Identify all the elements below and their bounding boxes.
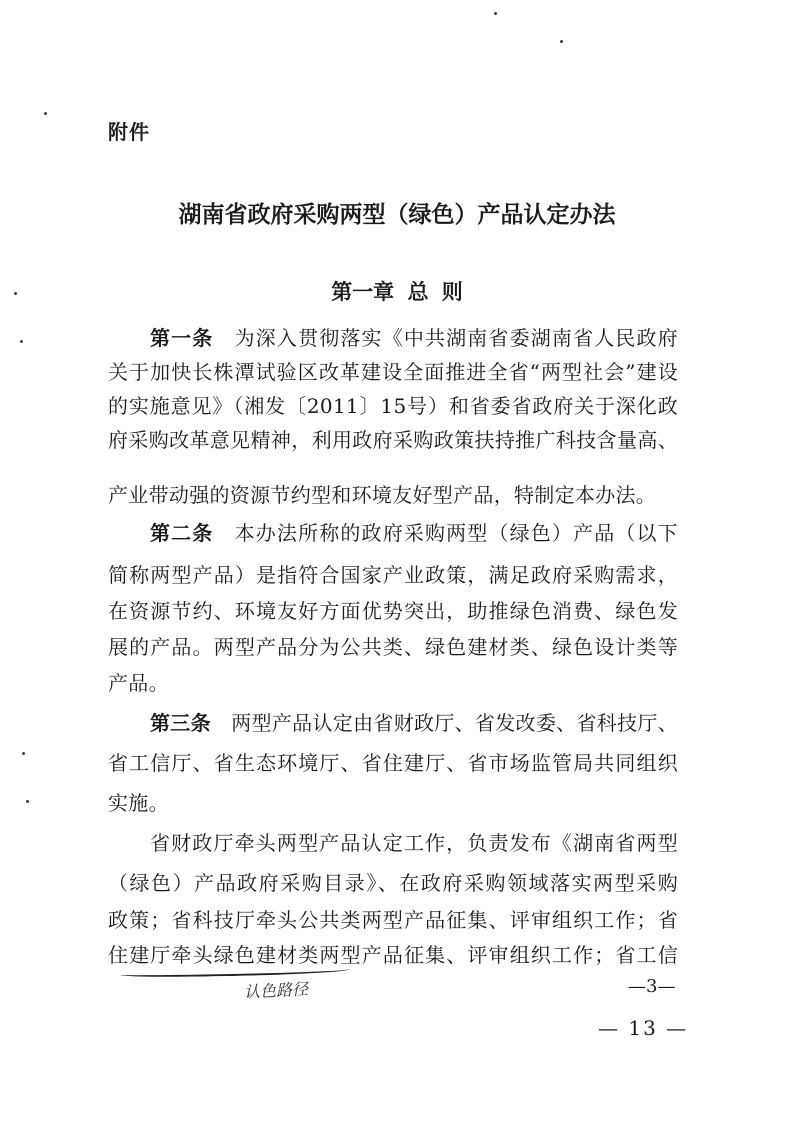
scan-speck <box>22 752 25 755</box>
body-line: 产业带动强的资源节约型和环境友好型产品，特制定本办法。 <box>108 483 657 507</box>
body-line: 实施。 <box>108 791 169 815</box>
body-line: 省工信厅、省生态环境厅、省住建厅、省市场监管局共同组织 <box>108 751 678 775</box>
handwritten-note: 认色路径 <box>243 979 309 1002</box>
body-line: 省财政厅牵头两型产品认定工作，负责发布《湖南省两型 <box>150 831 678 855</box>
attachment-label: 附件 <box>108 120 150 144</box>
article-number: 第二条 <box>150 521 214 545</box>
body-line: 关于加快长株潭试验区改革建设全面推进全省“两型社会”建设 <box>108 360 678 384</box>
scan-speck <box>494 12 497 15</box>
body-line: 政策；省科技厅牵头公共类两型产品征集、评审组织工作；省 <box>108 908 678 932</box>
outer-page-number: — 13 — <box>598 1016 689 1040</box>
article-line: 第三条 两型产品认定由省财政厅、省发改委、省科技厅、 <box>150 711 678 735</box>
article-line: 第二条 本办法所称的政府采购两型（绿色）产品（以下 <box>150 521 678 545</box>
body-line: 展的产品。两型产品分为公共类、绿色建材类、绿色设计类等 <box>108 635 678 659</box>
body-line: （绿色）产品政府采购目录》、在政府采购领域落实两型采购 <box>108 871 678 895</box>
document-title: 湖南省政府采购两型（绿色）产品认定办法 <box>178 201 616 228</box>
body-line: 的实施意见》（湘发〔2011〕15号）和省委省政府关于深化政 <box>108 394 678 418</box>
article-number: 第一条 <box>150 326 214 350</box>
scan-speck <box>560 40 563 43</box>
body-line: 简称两型产品）是指符合国家产业政策，满足政府采购需求， <box>108 563 678 587</box>
chapter-heading: 第一章 总 则 <box>331 279 463 304</box>
body-line: 住建厅牵头绿色建材类两型产品征集、评审组织工作；省工信 <box>108 943 678 967</box>
article-line: 第一条 为深入贯彻落实《中共湖南省委湖南省人民政府 <box>150 326 678 350</box>
body-line: 在资源节约、环境友好方面优势突出，助推绿色消费、绿色发 <box>108 599 678 623</box>
scan-speck <box>44 112 47 115</box>
scan-speck <box>26 800 29 803</box>
article-number: 第三条 <box>150 711 211 735</box>
body-line: 府采购改革意见精神，利用政府采购政策扶持推广科技含量高、 <box>108 428 678 452</box>
body-line: 产品。 <box>108 671 169 695</box>
scan-speck <box>20 340 23 343</box>
inner-page-number: —3— <box>628 976 676 997</box>
